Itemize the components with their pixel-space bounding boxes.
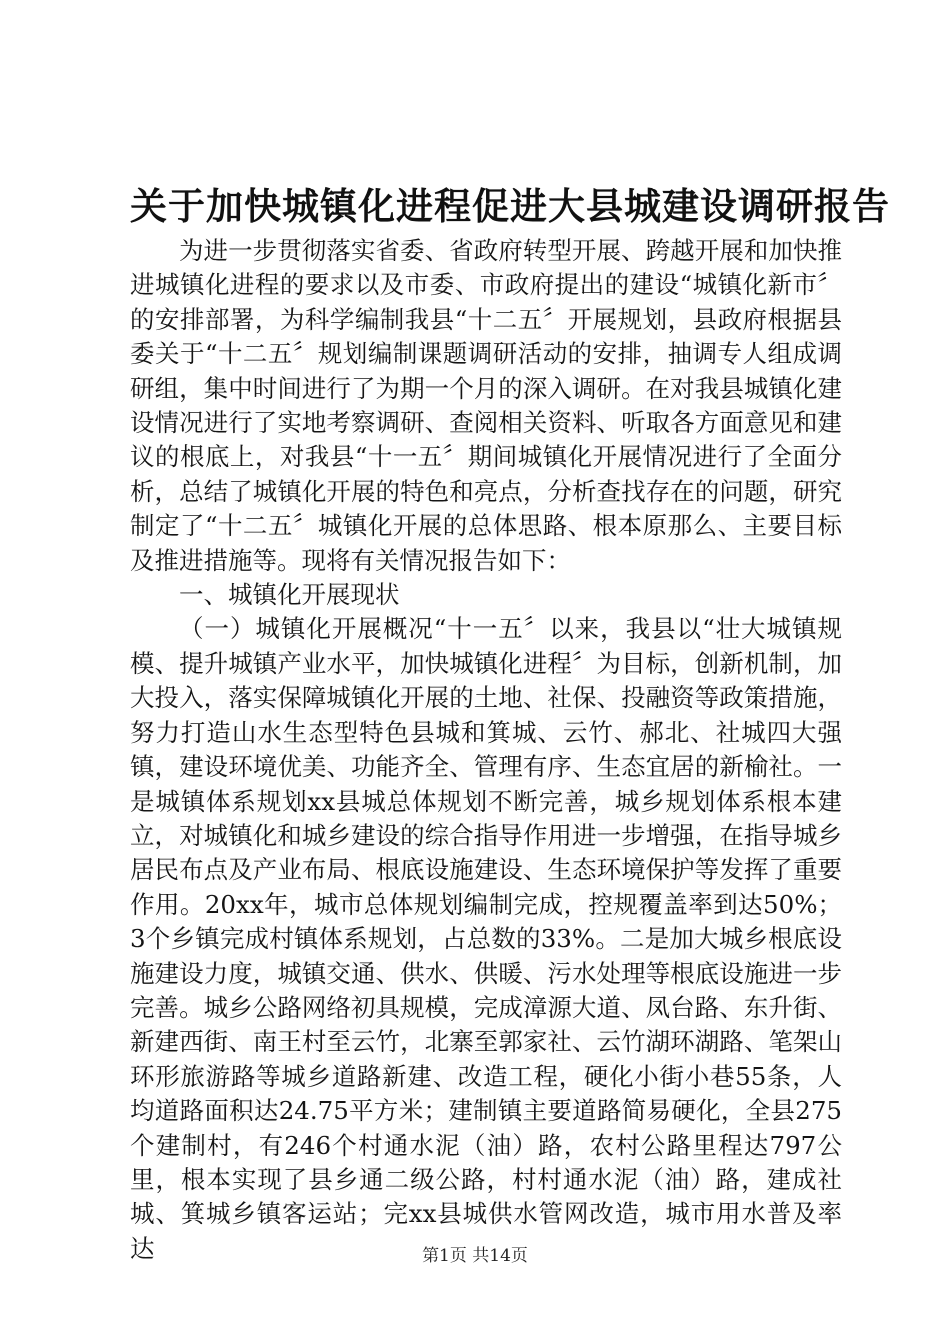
document-body <box>130 234 842 1266</box>
section-heading: 一、城镇化开展现状 <box>179 580 400 610</box>
body-paragraph: （一）城镇化开展概况“十一五〞以来，我县以“壮大城镇规模、提升城镇产业水平，加快城镇化进程〞为目标，创新机制，加大投入，落实保障城镇化开展的土地、社保、投融资等政策措施，努力打造山水生态型特色县城和箕城、云竹、郝北、社城四大强镇，建设环境优美、功能齐全、管理有序、生态宜居的新榆社。一是城镇体系规划xx县城总体规划不断完善，城乡规划体系根本建立，对城镇化和城乡建设的综合指导作用进一步增强，在指导城乡居民布点及产业布局、根底设施建设、生态环境保护等发挥了重要作用。20xx年，城市总体规划编制完成，控规覆盖率到达50%；3个乡镇完成村镇体系规划，占总数的33%。二是加大城乡根底设施建设力度，城镇交通、供水、供暖、污水处理等根底设施进一步完善。城乡公路网络初具规模，完成漳源大道、凤台路、东升街、新建西街、南王村至云竹，北寨至郭家社、云竹湖环湖路、笔架山环形旅游路等城乡道路新建、改造工程，硬化小街小巷55条，人均道路面积达24.75平方米；建制镇主要道路简易硬化，全县275个建制村，有246个村通水泥（油）路，农村公路里程达797公里，根本实现了县乡通二级公路，村村通水泥（油）路，建成社城、箕城乡镇客运站；完xx县城供水管网改造，城市用水普及率达 <box>130 614 842 1263</box>
intro-paragraph: 为进一步贯彻落实省委、省政府转型开展、跨越开展和加快推进城镇化进程的要求以及市委、市政府提出的建设“城镇化新市〞的安排部署，为科学编制我县“十二五〞开展规划，县政府根据县委关于“十二五〞规划编制课题调研活动的安排，抽调专人组成调研组，集中时间进行了为期一个月的深入调研。在对我县城镇化建设情况进行了实地考察调研、查阅相关资料、听取各方面意见和建议的根底上，对我县“十一五〞期间城镇化开展情况进行了全面分析，总结了城镇化开展的特色和亮点，分析查找存在的问题，研究制定了“十二五〞城镇化开展的总体思路、根本原那么、主要目标及推进措施等。现将有关情况报告如下： <box>130 236 842 575</box>
document-title: 关于加快城镇化进程促进大县城建设调研报告 <box>130 184 890 228</box>
page-number-footer: 第1页 共14页 <box>422 1246 528 1266</box>
